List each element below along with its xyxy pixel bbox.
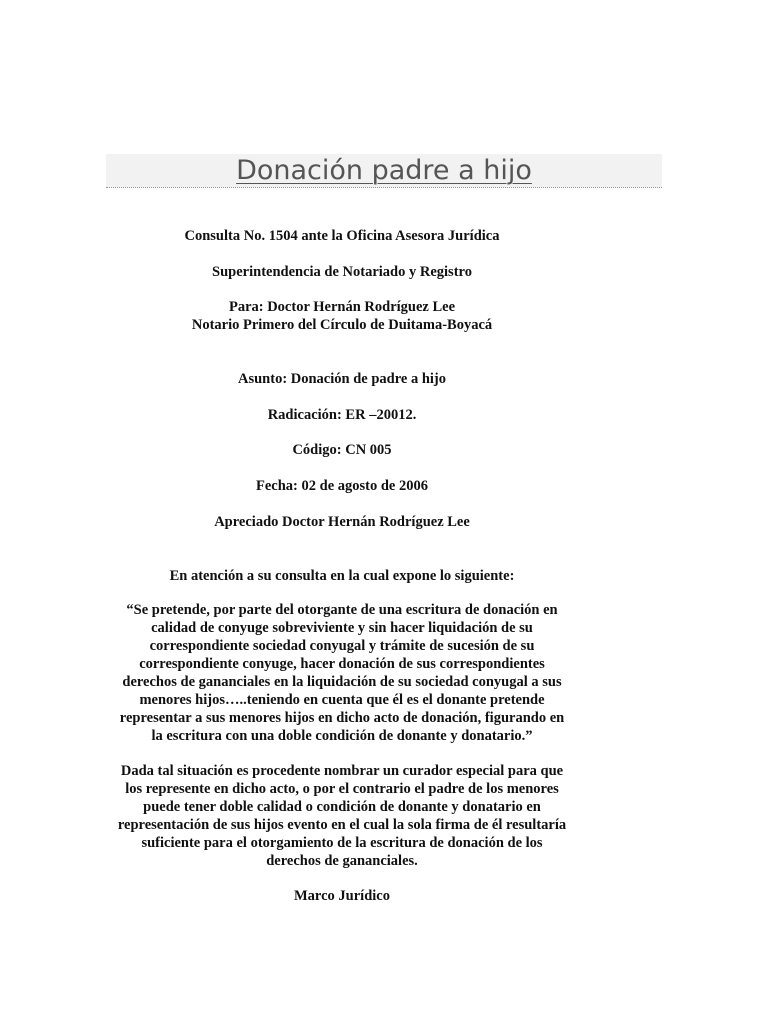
quote-line: correspondiente sociedad conyugal y trámite de sucesión de su [149,638,535,654]
answer-line: suficiente para el otorgamiento de la escritura de donación de los [141,835,543,851]
quote-line: derechos de gananciales en la liquidación de su sociedad conyugal a sus [122,674,562,690]
answer-line: los represente en dicho acto, o por el contrario el padre de los menores [125,781,559,797]
code-line: Código: CN 005 [292,442,392,458]
quote-line: la escritura con una doble condición de donante y donatario.” [151,728,533,744]
entidad-line: Superintendencia de Notariado y Registro [212,264,472,280]
quote-line: correspondiente conyuge, hacer donación de sus correspondientes [139,656,545,672]
recipient-line: Para: Doctor Hernán Rodríguez Lee [228,299,456,315]
quote-line: “Se pretende, por parte del otorgante de una escritura de donación en [126,602,558,618]
quote-line: menores hijos…..teniendo en cuenta que él es el donante pretende [139,692,545,708]
filing-number-line: Radicación: ER –20012. [267,407,417,423]
recipient-title-line: Notario Primero del Círculo de Duitama-Boyacá [191,317,493,333]
date-line: Fecha: 02 de agosto de 2006 [256,478,428,494]
answer-line: derechos de gananciales. [266,853,418,869]
quote-line: calidad de conyuge sobreviviente y sin hacer liquidación de su [151,620,533,636]
section-heading: Marco Jurídico [294,888,390,904]
answer-paragraph [96,762,588,870]
answer-line: Dada tal situación es procedente nombrar un curador especial para que [120,763,564,779]
answer-line: representación de sus hijos evento en el cual la sola firma de él resultaría [117,817,567,833]
document-title-bar [106,154,662,188]
quote-paragraph [96,601,588,745]
intro-line: En atención a su consulta en la cual expone lo siguiente: [169,568,515,584]
document-title: Donación padre a hijo [236,155,532,186]
subject-line: Asunto: Donación de padre a hijo [238,371,446,387]
greeting-line: Apreciado Doctor Hernán Rodríguez Lee [214,514,470,530]
answer-line: puede tener doble calidad o condición de donante y donatario en [143,799,541,815]
quote-line: representar a sus menores hijos en dicho acto de donación, figurando en [119,710,565,726]
consulta-line: Consulta No. 1504 ante la Oficina Asesora Jurídica [184,228,500,244]
